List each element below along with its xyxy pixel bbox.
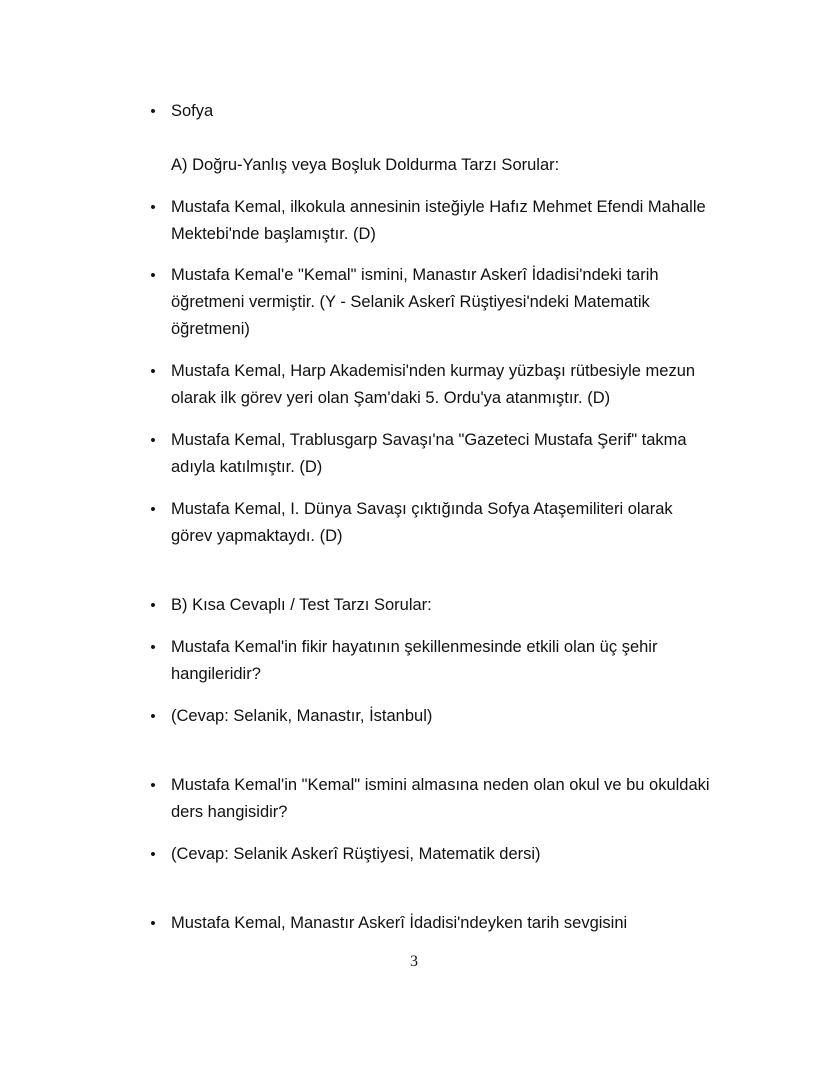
section-b-heading bbox=[150, 592, 711, 619]
list-item-text: Mustafa Kemal, ilkokula annesinin isteğiyle Hafız Mehmet Efendi Mahalle Mektebi'nde başlamıştır. (D) bbox=[171, 198, 706, 243]
list-item bbox=[150, 262, 711, 343]
bullet-icon: • bbox=[150, 708, 156, 725]
list-item-text: Sofya bbox=[171, 102, 214, 120]
list-item bbox=[150, 841, 711, 868]
list-item-text: (Cevap: Selanik Askerî Rüştiyesi, Matematik dersi) bbox=[171, 845, 541, 863]
list-item-text: Mustafa Kemal, Harp Akademisi'nden kurmay yüzbaşı rütbesiyle mezun olarak ilk görev yeri olan Şam'daki 5. Ordu'ya atanmıştır. (D) bbox=[171, 362, 696, 407]
list-item bbox=[150, 427, 711, 481]
section-a-heading: A) Doğru-Yanlış veya Boşluk Doldurma Tarzı Sorular: bbox=[171, 156, 560, 174]
list-item bbox=[150, 772, 711, 826]
bullet-icon: • bbox=[150, 199, 156, 216]
bullet-icon: • bbox=[150, 432, 156, 449]
bullet-icon: • bbox=[150, 501, 156, 518]
list-item bbox=[150, 98, 711, 125]
list-item-text: (Cevap: Selanik, Manastır, İstanbul) bbox=[171, 707, 433, 725]
list-item-text: Mustafa Kemal, I. Dünya Savaşı çıktığında Sofya Ataşemiliteri olarak görev yapmaktaydı. (D) bbox=[171, 500, 673, 545]
bullet-icon: • bbox=[150, 363, 156, 380]
list-item bbox=[150, 194, 711, 248]
bullet-icon: • bbox=[150, 597, 156, 614]
section-b-heading-text: B) Kısa Cevaplı / Test Tarzı Sorular: bbox=[171, 596, 432, 614]
bullet-icon: • bbox=[150, 777, 156, 794]
list-item bbox=[150, 910, 711, 937]
bullet-icon: • bbox=[150, 639, 156, 656]
bullet-icon: • bbox=[150, 267, 156, 284]
list-item-text: Mustafa Kemal'e "Kemal" ismini, Manastır Askerî İdadisi'ndeki tarih öğretmeni vermiştir. (Y - Selanik Askerî Rüştiyesi'ndeki Matematik öğretmeni) bbox=[171, 266, 659, 338]
list-item bbox=[150, 358, 711, 412]
list-item-text: Mustafa Kemal, Trablusgarp Savaşı'na "Gazeteci Mustafa Şerif" takma adıyla katılmıştır. (D) bbox=[171, 431, 687, 476]
list-item-text: Mustafa Kemal, Manastır Askerî İdadisi'ndeyken tarih sevgisini bbox=[171, 914, 628, 932]
bullet-icon: • bbox=[150, 103, 156, 120]
bullet-icon: • bbox=[150, 846, 156, 863]
list-item-text: Mustafa Kemal'in fikir hayatının şekillenmesinde etkili olan üç şehir hangileridir? bbox=[171, 638, 658, 683]
list-item bbox=[150, 703, 711, 730]
list-item-text: Mustafa Kemal'in "Kemal" ismini almasına neden olan okul ve bu okuldaki ders hangisidir? bbox=[171, 776, 710, 821]
page-number: 3 bbox=[410, 953, 418, 970]
bullet-icon: • bbox=[150, 915, 156, 932]
list-item bbox=[150, 634, 711, 688]
list-item bbox=[150, 496, 711, 550]
